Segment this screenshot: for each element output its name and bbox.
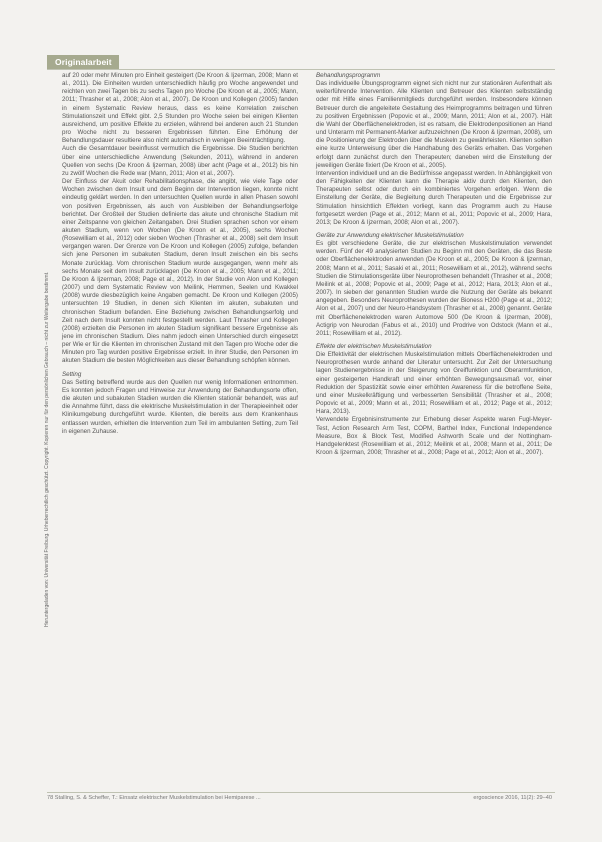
side-copyright-note: Heruntergeladen von: Universität Freiburg. Urheberrechtlich geschützt. Copyright. Kopieren nur für den persönlichen Gebrauch – nicht zur Weitergabe bestimmt. — [44, 271, 50, 627]
header-divider — [47, 69, 555, 70]
footer-journal: ergoscience 2016, 11(2): 29–40 — [473, 795, 552, 801]
body-paragraph: Das Setting betreffend wurde aus den Quellen nur wenig Informationen entnommen. Es konnten jedoch Fragen und Hinweise zur Anwendung der Behandlungsorte offen, die akuten und subakuten Stadien wurden die Klienten stationär behandelt, was auf die Annahme führt, dass die elektrische Muskelstimulation in der Therapieeinheit oder Klinikumgebung durchgeführt wurde. Klienten, die bereits aus dem Krankenhaus entlassen wurden, erhielten die Intervention zum Teil im ambulanten Setting, zum Teil in eigenen Zuhause. — [62, 378, 298, 435]
section-label: Originalarbeit — [55, 57, 112, 67]
subheading-effects: Effekte der elektrischen Muskelstimulation — [316, 343, 432, 350]
section-label-bar — [47, 55, 119, 69]
left-column — [62, 72, 298, 436]
subheading-devices: Geräte zur Anwendung elektrischer Muskelstimulation — [316, 231, 464, 239]
body-paragraph: Der Einfluss der Akuit oder Rehabilitationsphase, die angibt, wie viele Tage oder Wochen zwischen dem Insult und dem Beginn der Intervention liegen, konnte nicht eindeutig geklärt werden. In den untersuchten Quellen wurde in allen Phasen sowohl von positiven Ergebnissen, als auch von Ausbleiben der Behandlungserfolge berichtet. Der Großteil der Studien definierte das akute und chronische Stadium mit einer Zeitspanne von gleichen Zeitangaben. Drei Studien sprachen schon vor einem akuten Stadium, wenn von Wochen (De Kroon et al., 2005), sechs Wochen (Rosewilliam et al., 2012) oder sieben Wochen (Thrasher et al., 2008) seit dem Insult vergangen waren. Der Grenze von De Kroon und Kollegen (2005) zufolge, befanden sich jene Personen im subakuten Stadium, deren Insult zwischen ein bis sechs Monate zurücklag. Vom chronischen Stadium wurde ausgegangen, wenn mehr als sechs Monate seit dem Insult zurücklagen (De Kroon et al., 2005; Mann et al., 2011; De Kroon & Ijzerman, 2008; Page et al., 2012). In der Studie von Alon und Kollegen (2007) und dem Systematic Review von Meilink, Hemmen, Seelen und Kwakkel (2008) wurde diesbezüglich keine Angaben gemacht. De Kroon und Kollegen (2005) untersuchten 19 Studien, in denen sich Klienten im akuten, subakuten und chronischen Stadium befanden. Eine Beziehung zwischen Behandlungserfolg und Zeit nach dem Insult konnten nicht festgestellt werden. Laut Thrasher und Kollegen (2008) erzielten die Personen im akuten Stadium signifikant bessere Ergebnisse als jene im chronischen Stadium. Dies nahm jedoch einen Unterschied durch eingesetzt per Wie er für die Klienten im chronischen Zustand mit den Tagen pro Woche oder die Minuten pro Tag wurden positive Ergebnisse erzielt. In ihrer Studie, den Personen im akuten Stadium die besten Möglichkeiten aus dieser Behandlung schöpfen können. — [62, 178, 298, 365]
body-paragraph: auf 20 oder mehr Minuten pro Einheit gesteigert (De Kroon & Ijzerman, 2008; Mann et al., 2011). Die Einheiten wurden unterschiedlich häufig pro Woche angewendet und reichten von zwei Tagen bis zu sechs Tagen pro Woche (De Kroon et al., 2005; Mann, 2011; Thrasher et al., 2008; Alon et al., 2007). De Kroon und Kollegen (2005) fanden in einem Systematic Review heraus, dass es keine Korrelation zwischen Stimulationszeit und Effekt gibt. 2,5 Stunden pro Woche seien bei einigen Klienten ausreichend, um positive Effekte zu erzielen, während bei anderen auch 21 Stunden pro Woche nicht zu besseren Ergebnissen führten. Eine Erhöhung der Behandlungsdauer resultiere also nicht automatisch in wenigen Beeinträchtigung. — [62, 72, 298, 145]
footer-divider — [47, 792, 555, 793]
body-paragraph: Die Effektivität der elektrischen Muskelstimulation mittels Oberflächenelektroden und Neuroprothesen wurde anhand der Literatur untersucht. Zur Zeit der Untersuchung lagen Studienergebnisse in der Steigerung von Greiffunktion und Oberarmfunktion, einer gesteigerten Handkraft und einer erhöhten Bewegungsausmaß vor, einer Reduktion der Spastizität sowie einer erhöhten Awareness für die betroffene Seite, und einer Muskelkräftigung und verbesserten Sensibilität (Thrasher et al., 2008; Popovic et al., 2009; Mann et al., 2011; Rosewilliam et al., 2012; Page et al., 2012; Hara, 2013). — [316, 351, 552, 416]
subheading-program: Behandlungsprogramm — [316, 72, 381, 79]
body-paragraph: Intervention individuell und an die Bedürfnisse angepasst werden. In Abhängigkeit von den Fähigkeiten der Klienten kann die Therapie aktiv durch den Klienten, den Therapeuten selbst oder durch ein kombiniertes Vorgehen erfolgen. Wenn die Einstellung der Geräte, die Begleitung durch Therapeuten und die Ergebnisse zur Stimulation hinsichtlich Effekten vorliegt, kann das Programm auch zu Hause fortgesetzt werden (Page et al., 2012; Mann et al., 2011; Popovic et al., 2009; Hara, 2013; De Kroon & Ijzerman, 2008; Alon et al., 2007). — [316, 169, 552, 226]
body-paragraph: Es gibt verschiedene Geräte, die zur elektrischen Muskelstimulation verwendet werden. Fünf der 49 analysierten Studien zu Beginn mit den Geräten, die das Beste oder Oberflächenelektroden anwenden (De Kroon et al., 2005; De Kroon & Ijzerman, 2008; Mann et al., 2011; Sasaki et al., 2011; Rosewilliam et al., 2012), während sechs Studien die Stimulationsgeräte über Neuroprothesen behandelt (Thrasher et al., 2008; Meilink et al., 2008; Popovic et al., 2009; Page et al., 2012; Hara, 2013; Alon et al., 2007). In sieben der genannten Studien wurde die Nutzung der Geräte als bekannt angegeben. Besonders Neuroprothesen wurden der Bioness H200 (Page et al., 2012; Alon et al., 2007) und der Neuro-Handsystem (Thrasher et al., 2008) genannt. Geräte mit Oberflächenelektroden waren Automove 500 (De Kroon & Ijzerman, 2008), Actigrip von Neurodan (Fabus et al., 2010) und Prodrive von Odstock (Mann et al., 2011; Rosewilliam et al., 2012). — [316, 240, 552, 337]
body-paragraph: Das individuelle Übungsprogramm eignet sich nicht nur zur stationären Aufenthalt als weiterführende Intervention. Alle Klienten und Betreuer des Klienten selbstständig oder mit Hilfe eines Familienmitglieds durchgeführt werden. Insbesondere können Betreuer durch die angeleitete Gestaltung des Heimprogramms beitragen und führen zu positiven Ergebnissen (Popovic et al., 2009; Mann, 2011; Alon et al., 2007). Hält die Wahl der Oberflächenelektroden, ist es ratsam, die Elektrodenpositionen an Hand und Unterarm mit Permanent-Marker aufzuzeichnen (De Kroon & Ijzerman, 2008), um die Positionierung der Elektroden über die Muskeln zu gewährleisten. Klienten sollten eine kurze Unterweisung über die Handhabung des Geräts erhalten. Das Vorgehen erfolgt dann zunächst durch den Therapeuten; daneben wird die Einstellung der jeweiligen Geräte fixiert (De Kroon et al., 2005). — [316, 80, 552, 169]
right-column — [316, 72, 552, 457]
body-paragraph: Verwendete Ergebnisinstrumente zur Erhebung dieser Aspekte waren Fugl-Meyer-Test, Action Research Arm Test, COPM, Barthel Index, Functional Independence Measure, Box & Block Test, Modified Ashworth Scale und der Nottingham-Handgelenktest (Rosewilliam et al., 2012; Meilink et al., 2008; Mann et al., 2011; De Kroon & Ijzerman, 2008; Thrasher et al., 2008; Page et al., 2012; Alon et al., 2007). — [316, 416, 552, 457]
subheading-setting: Setting — [62, 370, 82, 378]
body-paragraph: Auch die Gesamtdauer beeinflusst vermutlich die Ergebnisse. Die Studien berichten über eine unterschiedliche Anwendung (Sekunden, 2011), während in anderen Quellen von sechs (De Kroon & Ijzerman, 2008) über acht (Page et al., 2012) bis hin zu zwölf Wochen die Rede war (Mann, 2011; Alon et al., 2007). — [62, 145, 298, 177]
footer-citation: 78 Stalling, S. & Scheffer, T.: Einsatz elektrischer Muskelstimulation bei Hemiparese ... — [47, 795, 261, 801]
